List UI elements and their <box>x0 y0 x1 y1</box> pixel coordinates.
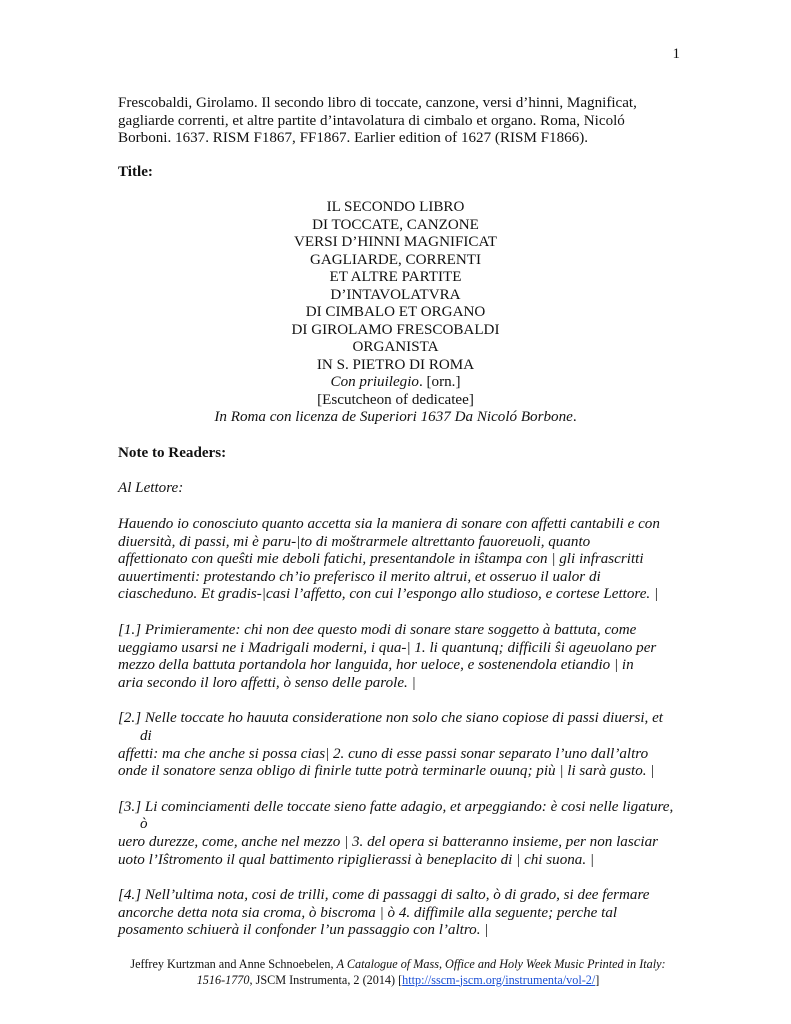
footer-authors: Jeffrey Kurtzman and Anne Schnoebelen, <box>130 957 337 971</box>
paragraph-line: ciascheduno. Et gradis-|casi l’affetto, con cui l’espongo allo studioso, e cortese Lettore. | <box>118 586 659 603</box>
paragraph-line: onde il sonatore senza obligo di finirle tutte potrà terminarle ouunq; più | li sarà gusto. | <box>118 763 655 780</box>
footer-close: ] <box>595 972 600 987</box>
title-line: DI GIROLAMO FRESCOBALDI <box>291 321 500 338</box>
title-line: IN S. PIETRO DI ROMA <box>316 356 475 373</box>
title-line: VERSI D’HINNI MAGNIFICAT <box>294 234 497 251</box>
citation <box>118 95 678 148</box>
title-line: D’INTAVOLATVRA <box>330 286 461 303</box>
paragraph-line: uoto l’Iŝtromento il qual battimento ripiglierassi à beneplacito di | chi suona. | <box>118 851 595 868</box>
privilege-italic: Con priuilegio <box>330 374 419 391</box>
paragraph-line: Hauendo io conosciuto quanto accetta sia la maniera di sonare con affetti cantabili e con <box>118 516 660 533</box>
title-line: IL SECONDO LIBRO <box>326 199 465 216</box>
paragraph-line: diuersità, di passi, mi è paru-|to di moštrarmele altrettanto fauoreuoli, quanto <box>118 533 591 550</box>
paragraph-line: affettionato con queŝti mie deboli fatichi, presentandole in iŝtampa con | gli infrascritti <box>118 551 644 568</box>
paragraph-line: [4.] Nell’ultima nota, cosi de trilli, come di passaggi di salto, ò di grado, si dee fermare <box>118 887 650 904</box>
title-line: ET ALTRE PARTITE <box>329 269 462 286</box>
page-footer <box>118 957 678 988</box>
paragraph-line: [3.] Li cominciamenti delle toccate sieno fatte adagio, et arpeggiando: è cosi nelle ligature, ò <box>118 798 674 833</box>
main-content <box>118 95 678 940</box>
privilege-rest: . [orn.] <box>418 374 461 391</box>
rule-3-paragraph <box>118 799 678 869</box>
footer-book-title: A Catalogue of Mass, Office and Holy Week Music Printed in Italy: 1516-1770 <box>196 957 666 987</box>
paragraph-line: aria secondo il loro affetti, ò senso delle parole. | <box>118 674 416 691</box>
paragraph-line: [1.] Primieramente: chi non dee questo modi di sonare stare soggetto à battuta, come <box>118 622 637 639</box>
title-line: DI CIMBALO ET ORGANO <box>305 304 486 321</box>
page-number: 1 <box>672 46 680 62</box>
privilege-line <box>108 374 683 392</box>
footer-link[interactable]: http://sscm-jscm.org/instrumenta/vol-2/ <box>402 972 596 987</box>
paragraph-line: auuertimenti: protestando ch’io preferisco il merito altrui, et osseruo il ualor di <box>118 568 601 585</box>
footer-journal: , JSCM Instrumenta, 2 (2014) [ <box>249 972 403 987</box>
note-to-readers-heading: Note to Readers: <box>118 444 227 461</box>
rule-1-paragraph <box>118 622 678 692</box>
paragraph-line: ueggiamo usarsi ne i Madrigali moderni, i qua-| 1. li quantunq; difficili ŝi ageuolano per <box>118 639 657 656</box>
rule-4-paragraph <box>118 887 678 940</box>
imprint-italic: In Roma con licenza de Superiori 1637 Da Nicoló Borbone <box>214 409 573 426</box>
title-line: ORGANISTA <box>352 339 439 356</box>
imprint-line <box>108 409 683 427</box>
title-line: DI TOCCATE, CANZONE <box>312 216 479 233</box>
paragraph-line: affetti: ma che anche si possa cias| 2. cuno di esse passi sonar separato l’uno dall’altro <box>118 745 649 762</box>
title-heading: Title: <box>118 163 153 180</box>
preface-paragraph <box>118 516 678 604</box>
paragraph-line: uero durezze, come, anche nel mezzo | 3. del opera si batteranno insieme, per non lasciar <box>118 833 659 850</box>
rule-2-paragraph <box>118 710 678 780</box>
paragraph-line: mezzo della battuta portandola hor languida, hor ueloce, e sostenendola etiandio | in <box>118 657 634 674</box>
al-lettore: Al Lettore: <box>118 480 184 497</box>
escutcheon-line: [Escutcheon of dedicatee] <box>317 391 474 408</box>
title-line: GAGLIARDE, CORRENTI <box>309 251 482 268</box>
citation-text: Frescobaldi, Girolamo. Il secondo libro di toccate, canzone, versi d’hinni, Magnificat, gagliarde correnti, et altre partite d’intavolatura di cimbalo et organo. Roma, Nicoló Borboni. 1637. RISM F1867, FF1867. Earlier edition of 1627 (RISM F1866). <box>118 95 637 147</box>
paragraph-line: ancorche detta nota sia croma, ò biscroma | ò 4. diffimile alla seguente; perche tal <box>118 904 618 921</box>
paragraph-line: posamento schiuerà il confonder l’un passaggio con l’altro. | <box>118 922 489 939</box>
paragraph-line: [2.] Nelle toccate ho hauuta consideratione non solo che siano copiose di passi diuersi, et di <box>118 710 663 744</box>
title-block <box>108 199 683 427</box>
imprint-end: . <box>572 409 577 426</box>
